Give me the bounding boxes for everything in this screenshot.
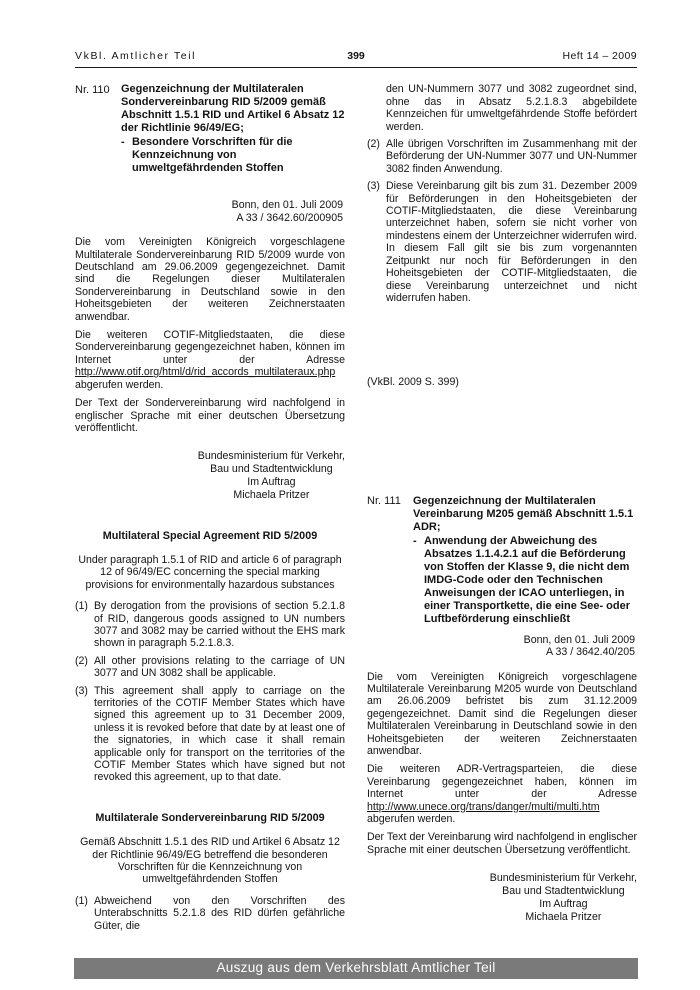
dash-bullet: - xyxy=(413,534,417,547)
notice-111-heading xyxy=(367,495,637,626)
footer-bar xyxy=(74,958,638,979)
signature-line-department: Bau und Stadtentwicklung xyxy=(210,463,333,476)
paragraph-110-1: Die vom Vereinigten Königreich vorgeschlagene Multilaterale Sondervereinbarung RID 5/2009 wurde von Deutschland am 29.06.2009 gegengezeichnet. Damit sind die Regelungen dieser Multilateralen Sondervereinbarung in Deutschland sowie in den Hoheitsgebieten der weiteren Zeichnerstaaten anwendbar. xyxy=(75,236,345,323)
footer-text: Auszug aus dem Verkehrsblatt Amtlicher Teil xyxy=(216,960,496,976)
header-section-title: VkBl. Amtlicher Teil xyxy=(75,50,197,62)
reference-number: A 33 / 3642.40/205 xyxy=(546,646,635,659)
page-number: 399 xyxy=(347,50,365,62)
item-text: Diese Vereinbarung gilt bis zum 31. Dezember 2009 für Beförderungen in den Hoheitsgebieten der COTIF-Mitgliedstaaten, die diese Vereinbarung unterzeichnet haben, sofern sie nicht vorher von mindestens einem der Unterzeichner widerrufen wird. In diesem Fall gilt sie bis zum vorgenannten Zeitpunkt nur noch für Beförderungen in den Hoheitsgebieten der COTIF-Mitgliedstaaten, die diese Vereinbarung unterzeichnet und nicht widerrufen haben. xyxy=(386,180,637,304)
agreement-en-heading: Multilateral Special Agreement RID 5/2009 xyxy=(102,529,318,542)
item-number: (1) xyxy=(75,600,88,613)
list-item-de-1-continuation: den UN-Nummern 3077 und 3082 zugeordnet sind, ohne das in Absatz 5.2.1.8.3 abgebildete Kennzeichen für umweltgefährdende Stoffe befördert werden. xyxy=(386,83,637,133)
item-number: (3) xyxy=(75,684,88,697)
unece-url-link[interactable]: http://www.unece.org/trans/danger/multi/multi.htm xyxy=(367,800,600,813)
list-item-de-3 xyxy=(367,180,637,304)
paragraph-111-2-text: Die weiteren ADR-Vertragsparteien, die diese Vereinbarung gegengezeichnet haben, können im Internet unter der Adresse xyxy=(367,763,637,801)
agreement-de-heading: Multilaterale Sondervereinbarung RID 5/2009 xyxy=(95,811,325,824)
item-text: Abweichend von den Vorschriften des Unterabschnitts 5.2.1.8 des RID dürfen gefährliche Güter, die xyxy=(94,894,345,932)
notice-110-heading xyxy=(75,83,345,175)
notice-110-subtitle-text: Besondere Vorschriften für die Kennzeichnung von umweltgefährdenden Stoffen xyxy=(132,136,293,175)
notice-110-subtitle xyxy=(121,136,345,175)
notice-111-subtitle-text: Anwendung der Abweichung des Absatzes 1.1.4.2.1 auf die Beförderung von Stoffen der Klasse 9, die nicht dem IMDG-Code oder den Technischen Anweisungen der ICAO unterliegen, in einer Transportkette, die eine See- oder Luftbeförderung einschließt xyxy=(424,534,631,625)
item-text: This agreement shall apply to carriage on the territories of the COTIF Member States which have signed this agreement up to 31 December 2009, unless it is revoked before that date by at least one of the signatories, in which case it shall remain applicable only for transport on the territories of the COTIF Member States which have signed but not revoked this agreement, up to that date. xyxy=(94,684,345,784)
page-header xyxy=(75,50,637,68)
date-block-111 xyxy=(367,634,637,659)
agreement-en-intro: Under paragraph 1.5.1 of RID and article 6 of paragraph 12 of 96/49/EC concerning the special marking provisions for environmentally hazardous substances xyxy=(78,553,342,591)
date-line: Bonn, den 01. Juli 2009 xyxy=(231,199,343,212)
paragraph-111-3: Der Text der Vereinbarung wird nachfolgend in englischer Sprache mit einer deutschen Übersetzung veröffentlicht. xyxy=(367,831,637,856)
left-column xyxy=(75,83,345,932)
list-item-de-2 xyxy=(367,138,637,175)
otif-url-link[interactable]: http://www.otif.org/html/d/rid_accords_multilateraux.php xyxy=(75,366,336,379)
item-number: (2) xyxy=(367,138,380,151)
list-item-de-1-start xyxy=(75,895,345,932)
header-issue-label: Heft 14 – 2009 xyxy=(562,50,637,62)
list-item-en-3 xyxy=(75,685,345,784)
reference-number: A 33 / 3642.60/200905 xyxy=(236,211,343,224)
signature-line-im-auftrag: Im Auftrag xyxy=(539,897,588,910)
signature-line-name: Michaela Pritzer xyxy=(233,488,310,501)
notice-110-title-block xyxy=(121,83,345,175)
paragraph-110-2-text: Die weiteren COTIF-Mitgliedstaaten, die diese Sondervereinbarung gegengezeichnet haben, können im Internet unter der Adresse xyxy=(75,329,345,366)
item-text: By derogation from the provisions of section 5.2.1.8 of RID, dangerous goods assigned to UN numbers 3077 and 3082 may be carried without the EHS mark shown in paragraph 5.2.1.8.3. xyxy=(94,600,345,650)
signature-block-110 xyxy=(198,450,345,501)
date-block-110 xyxy=(75,199,345,224)
item-text: All other provisions relating to the carriage of UN 3077 and UN 3082 shall be applicable. xyxy=(94,654,345,680)
agreement-de-intro: Gemäß Abschnitt 1.5.1 des RID und Artikel 6 Absatz 12 der Richtlinie 96/49/EG betreffend die besonderen Vorschriften für die Kennzeichnung von umweltgefährdenden Stoffen xyxy=(80,836,340,886)
paragraph-111-1: Die vom Vereinigten Königreich vorgeschlagene Multilaterale Vereinbarung M205 wurde von Deutschland am 26.06.2009 befristet bis zum 31.12.2009 gegengezeichnet. Damit sind die Regelungen dieser Multilateralen Vereinbarung in Deutschland sowie in den Hoheitsgebieten der weiteren Zeichnerstaaten anwendbar. xyxy=(367,670,637,757)
signature-line-ministry: Bundesministerium für Verkehr, xyxy=(197,450,345,463)
notice-111-subtitle xyxy=(413,535,637,626)
paragraph-111-2 xyxy=(367,763,637,825)
paragraph-110-2 xyxy=(75,329,345,391)
notice-110-title: Gegenzeichnung der Multilateralen Sondervereinbarung RID 5/2009 gemäß Abschnitt 1.5.1 RID und Artikel 6 Absatz 12 der Richtlinie 96/49/EG; xyxy=(121,83,345,135)
two-column-body xyxy=(75,83,637,932)
list-item-en-1 xyxy=(75,600,345,650)
paragraph-110-3: Der Text der Sondervereinbarung wird nachfolgend in englischer Sprache mit einer deutschen Übersetzung veröffentlicht. xyxy=(75,397,345,434)
dash-bullet: - xyxy=(121,136,125,149)
list-item-en-2 xyxy=(75,655,345,680)
signature-line-name: Michaela Pritzer xyxy=(525,910,602,923)
signature-line-ministry: Bundesministerium für Verkehr, xyxy=(489,872,637,885)
notice-110-number: Nr. 110 xyxy=(75,83,110,96)
paragraph-110-2-tail: abgerufen werden. xyxy=(75,378,164,391)
item-number: (3) xyxy=(367,180,380,193)
vkbl-source-reference: (VkBl. 2009 S. 399) xyxy=(367,376,459,389)
item-text: Alle übrigen Vorschriften im Zusammenhang mit der Beförderung der UN-Nummer 3077 und UN-Nummer 3082 finden Anwendung. xyxy=(386,138,637,175)
item-number: (2) xyxy=(75,654,88,667)
right-column xyxy=(367,83,637,932)
signature-line-department: Bau und Stadtentwicklung xyxy=(502,885,625,898)
paragraph-111-2-tail: abgerufen werden. xyxy=(367,813,456,825)
date-line: Bonn, den 01. Juli 2009 xyxy=(523,633,635,646)
notice-111-title-block xyxy=(413,495,637,626)
item-number: (1) xyxy=(75,894,88,907)
notice-111-number: Nr. 111 xyxy=(367,495,401,508)
signature-block-111 xyxy=(490,872,637,923)
notice-111-title: Gegenzeichnung der Multilateralen Vereinbarung M205 gemäß Abschnitt 1.5.1 ADR; xyxy=(413,494,634,533)
signature-line-im-auftrag: Im Auftrag xyxy=(247,475,296,488)
